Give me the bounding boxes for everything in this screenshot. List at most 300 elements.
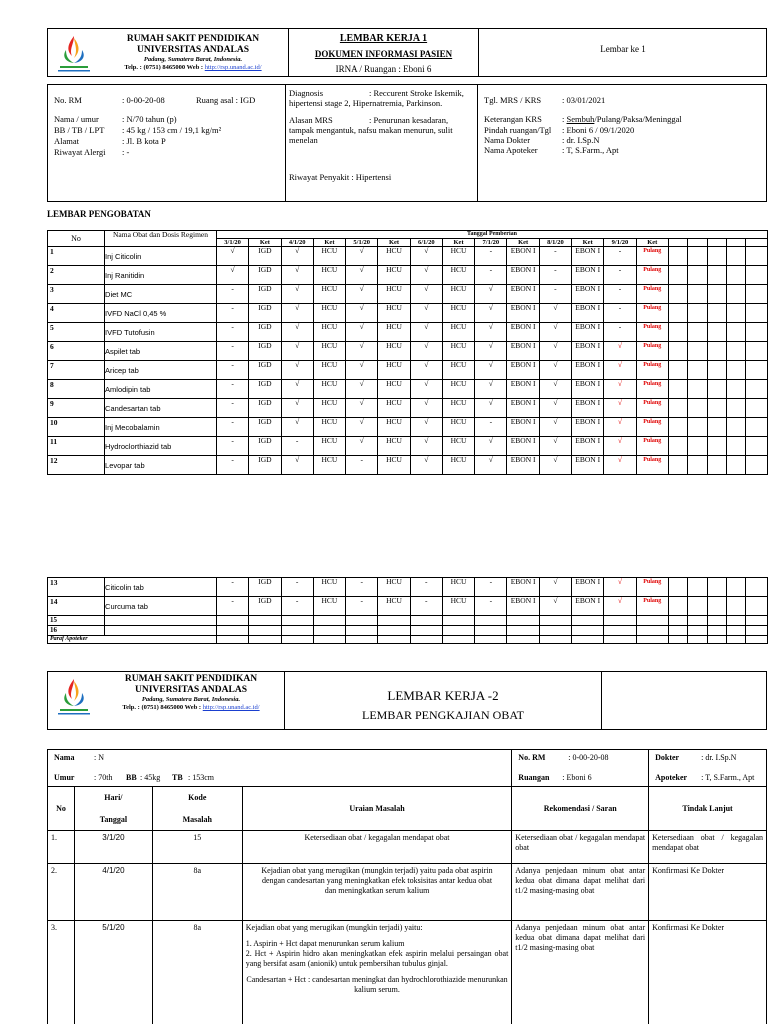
check-cell: √ <box>539 418 571 437</box>
bb-label: BB / TB / LPT <box>54 125 105 135</box>
pindah-value: : Eboni 6 / 09/1/2020 <box>562 125 635 135</box>
medication-table-continued <box>47 577 768 644</box>
hospital-name-line2: UNIVERSITAS ANDALAS <box>134 685 247 695</box>
empty-cell <box>707 239 726 247</box>
empty-cell <box>572 626 604 636</box>
row-tanggal: 5/1/20 <box>74 921 152 1024</box>
table-row <box>48 247 768 266</box>
pengkajian-table <box>47 749 767 1024</box>
empty-cell <box>746 239 768 247</box>
check-cell: √ <box>281 361 313 380</box>
check-cell: √ <box>216 266 248 285</box>
table-row <box>48 380 768 399</box>
sheet1-title: LEMBAR KERJA 1 <box>339 33 428 44</box>
ket-cell: HCU <box>378 418 410 437</box>
row-tindak: Konfirmasi Ke Dokter <box>649 921 767 1024</box>
check-cell: - <box>539 266 571 285</box>
ket-cell: EBON I <box>507 266 539 285</box>
sheet2-umur-value: : 70th <box>94 773 113 782</box>
empty-cell <box>668 597 687 616</box>
check-cell: √ <box>281 266 313 285</box>
paraf-row <box>48 636 768 644</box>
empty-cell <box>746 456 768 475</box>
sheet2-title-block <box>285 688 601 723</box>
empty-cell <box>378 636 410 644</box>
ket-cell: Pulang <box>636 437 668 456</box>
ket-cell: HCU <box>313 437 345 456</box>
sheet2-umur-label: Umur <box>54 773 75 782</box>
ket-cell: EBON I <box>572 266 604 285</box>
check-cell: √ <box>539 380 571 399</box>
ket-cell: HCU <box>442 285 474 304</box>
empty-cell <box>688 323 707 342</box>
ket-cell: HCU <box>378 380 410 399</box>
hospital-name-line2: UNIVERSITAS ANDALAS <box>136 45 249 55</box>
ket-cell: Pulang <box>636 380 668 399</box>
empty-cell <box>604 636 636 644</box>
no-rm-value: : 0-00-20-08 <box>122 95 165 105</box>
ket-cell: IGD <box>249 285 281 304</box>
empty-cell <box>668 380 687 399</box>
alasan-value: : Penurunan kesadaran, tampak mengantuk, nafsu makan menurun, sulit menelan <box>289 115 453 145</box>
riwayat-penyakit: Riwayat Penyakit : Hipertensi <box>289 172 392 182</box>
ket-cell: EBON I <box>572 304 604 323</box>
alamat-label: Alamat <box>54 136 80 146</box>
dokter-value: : dr. I.Sp.N <box>562 135 600 145</box>
empty-cell <box>378 616 410 626</box>
col-uraian: Uraian Masalah <box>242 787 512 831</box>
row-no: 1. <box>48 831 75 864</box>
check-cell: - <box>604 304 636 323</box>
empty-cell <box>707 578 726 597</box>
row-no: 11 <box>48 437 105 456</box>
ket-cell: Pulang <box>636 456 668 475</box>
ket-cell: Pulang <box>636 597 668 616</box>
page-label: Lembar ke 1 <box>600 44 646 54</box>
empty-cell <box>726 418 745 437</box>
medication-table <box>47 230 768 475</box>
empty-cell <box>688 597 707 616</box>
ket-cell: EBON I <box>507 597 539 616</box>
ket-cell: IGD <box>249 597 281 616</box>
empty-cell <box>746 266 768 285</box>
check-cell: √ <box>539 323 571 342</box>
sheet2-tb-value: : 153cm <box>188 773 214 782</box>
patient-strip-right <box>649 750 767 787</box>
empty-cell <box>475 616 507 626</box>
empty-cell <box>726 380 745 399</box>
date-header: 6/1/20 <box>410 239 442 247</box>
ket-cell: IGD <box>249 266 281 285</box>
empty-cell <box>668 418 687 437</box>
empty-cell <box>746 597 768 616</box>
check-cell: √ <box>410 266 442 285</box>
check-cell: √ <box>410 456 442 475</box>
empty-cell <box>475 626 507 636</box>
alasan-label: Alasan MRS <box>289 115 333 125</box>
empty-cell <box>707 266 726 285</box>
check-cell: - <box>475 247 507 266</box>
row-obat: IVFD Tutofusin <box>105 323 217 342</box>
empty-cell <box>726 456 745 475</box>
date-header: Ket <box>507 239 539 247</box>
ket-cell: Pulang <box>636 247 668 266</box>
check-cell: - <box>216 323 248 342</box>
empty-cell <box>746 578 768 597</box>
empty-cell <box>707 285 726 304</box>
hospital-phone: Telp. : (0751) 8465000 Web : <box>124 64 205 71</box>
check-cell: - <box>346 578 378 597</box>
ket-cell: HCU <box>442 342 474 361</box>
row-no: 12 <box>48 456 105 475</box>
check-cell: - <box>410 597 442 616</box>
check-cell: - <box>216 597 248 616</box>
row-rekomendasi: Adanya penjedaan minum obat antar kedua obat dimana dapat melihat dari t1/2 masing-masing obat <box>512 864 649 921</box>
check-cell: - <box>475 418 507 437</box>
ket-cell: EBON I <box>507 304 539 323</box>
sheet2-nama-label: Nama <box>54 753 75 762</box>
ket-cell: IGD <box>249 399 281 418</box>
empty-cell <box>688 247 707 266</box>
table-row <box>48 921 767 1024</box>
table-row <box>48 437 768 456</box>
check-cell: √ <box>346 342 378 361</box>
ket-cell: IGD <box>249 323 281 342</box>
empty-cell <box>249 636 281 644</box>
empty-cell <box>707 361 726 380</box>
check-cell: √ <box>475 304 507 323</box>
empty-cell <box>410 626 442 636</box>
ket-cell: HCU <box>442 418 474 437</box>
empty-cell <box>688 380 707 399</box>
check-cell: √ <box>539 399 571 418</box>
ket-cell: HCU <box>313 597 345 616</box>
pengobatan-title: LEMBAR PENGOBATAN <box>47 209 151 219</box>
ket-cell: EBON I <box>572 323 604 342</box>
ket-krs-selected: Sembuh <box>566 114 595 124</box>
ket-cell: EBON I <box>572 437 604 456</box>
date-header: Ket <box>378 239 410 247</box>
check-cell: √ <box>604 578 636 597</box>
date-header: 3/1/20 <box>216 239 248 247</box>
row-no: 3. <box>48 921 75 1024</box>
check-cell: √ <box>539 304 571 323</box>
ket-cell: HCU <box>378 304 410 323</box>
table-row <box>48 342 768 361</box>
row-no: 5 <box>48 323 105 342</box>
table-row <box>48 418 768 437</box>
table-row <box>48 626 768 636</box>
check-cell: √ <box>281 304 313 323</box>
table-row <box>48 597 768 616</box>
hospital-address: Padang, Sumatera Barat, Indonesia. <box>141 696 241 703</box>
sheet2-norm-value: : 0-00-20-08 <box>568 753 609 762</box>
col-tanggal-pemberian: Tanggal Pemberian <box>216 231 767 239</box>
paraf-apoteker: Paraf Apoteker <box>48 636 217 644</box>
empty-cell <box>746 437 768 456</box>
empty-cell <box>668 437 687 456</box>
col-no: No <box>48 787 75 831</box>
check-cell: √ <box>410 323 442 342</box>
check-cell: - <box>216 361 248 380</box>
row-tanggal: 4/1/20 <box>74 864 152 921</box>
row-obat: Aricep tab <box>105 361 217 380</box>
ket-cell: EBON I <box>507 418 539 437</box>
empty-cell <box>688 616 707 626</box>
empty-cell <box>707 380 726 399</box>
ket-cell: HCU <box>442 597 474 616</box>
hospital-logo-2 <box>52 675 96 719</box>
ket-cell: Pulang <box>636 342 668 361</box>
table-row <box>48 578 768 597</box>
ket-cell: HCU <box>442 437 474 456</box>
ket-cell: EBON I <box>507 437 539 456</box>
empty-cell <box>668 247 687 266</box>
empty-cell <box>707 304 726 323</box>
hospital-web-link[interactable]: http://rsp.unand.ac.id/ <box>202 704 260 711</box>
ket-cell: Pulang <box>636 361 668 380</box>
empty-cell <box>346 626 378 636</box>
empty-cell <box>281 626 313 636</box>
uraian-point-2: 2. Hct + Aspirin hidro akan meningkatkan efek aspirin melalui persaingan obat yang bersifat asam (anionik) untuk pembersihan tubulus ginjal. <box>245 949 509 968</box>
date-header: Ket <box>572 239 604 247</box>
date-header: 4/1/20 <box>281 239 313 247</box>
check-cell: - <box>604 247 636 266</box>
check-cell: - <box>410 578 442 597</box>
row-obat: Curcuma tab <box>105 597 217 616</box>
check-cell: √ <box>410 399 442 418</box>
ket-cell: HCU <box>313 304 345 323</box>
check-cell: √ <box>346 266 378 285</box>
nama-value: : N/70 tahun (p) <box>122 114 177 124</box>
empty-cell <box>410 616 442 626</box>
ket-cell: EBON I <box>572 342 604 361</box>
hospital-contact <box>100 704 282 712</box>
check-cell: √ <box>539 342 571 361</box>
table-row <box>48 285 768 304</box>
check-cell: - <box>216 380 248 399</box>
hospital-web-link[interactable]: http://rsp.unand.ac.id/ <box>204 64 262 71</box>
table-row <box>48 399 768 418</box>
empty-cell <box>539 616 571 626</box>
hospital-name-line1: RUMAH SAKIT PENDIDIKAN <box>126 34 260 44</box>
check-cell: √ <box>346 285 378 304</box>
row-no: 14 <box>48 597 105 616</box>
ket-cell: Pulang <box>636 266 668 285</box>
ket-cell: HCU <box>378 323 410 342</box>
check-cell: √ <box>410 304 442 323</box>
uraian-point-3: Candesartan + Hct : candesartan meningkat dan hydrochlorothiazide menurunkan kalium serum. <box>246 975 508 994</box>
empty-cell <box>442 636 474 644</box>
empty-cell <box>707 437 726 456</box>
empty-cell <box>688 304 707 323</box>
check-cell: - <box>281 578 313 597</box>
empty-cell <box>507 626 539 636</box>
check-cell: √ <box>281 323 313 342</box>
ket-cell: HCU <box>442 456 474 475</box>
ket-cell: HCU <box>442 247 474 266</box>
check-cell: √ <box>604 437 636 456</box>
ket-cell: HCU <box>313 323 345 342</box>
ket-cell: HCU <box>378 342 410 361</box>
ket-cell: HCU <box>313 418 345 437</box>
check-cell: - <box>216 437 248 456</box>
empty-cell <box>726 616 745 626</box>
ket-cell: IGD <box>249 418 281 437</box>
empty-cell <box>688 578 707 597</box>
col-hari-tanggal <box>74 787 152 831</box>
ket-cell: HCU <box>378 361 410 380</box>
ket-cell: HCU <box>313 399 345 418</box>
divider <box>477 84 478 202</box>
empty-cell <box>726 361 745 380</box>
ket-cell: HCU <box>378 437 410 456</box>
row-no: 2. <box>48 864 75 921</box>
table-row <box>48 456 768 475</box>
sheet1-title-block <box>289 33 478 75</box>
date-header: 8/1/20 <box>539 239 571 247</box>
empty-cell <box>668 266 687 285</box>
check-cell: - <box>604 323 636 342</box>
hospital-name-line1: RUMAH SAKIT PENDIDIKAN <box>124 674 258 684</box>
check-cell: √ <box>604 361 636 380</box>
table-row <box>48 361 768 380</box>
col-masalah: Masalah <box>182 814 212 824</box>
empty-cell <box>604 616 636 626</box>
check-cell: √ <box>346 361 378 380</box>
sheet2-norm-label: No. RM <box>518 753 546 762</box>
empty-cell <box>249 616 281 626</box>
check-cell: - <box>475 266 507 285</box>
check-cell: √ <box>604 399 636 418</box>
row-tindak: Konfirmasi Ke Dokter <box>649 864 767 921</box>
empty-cell <box>688 285 707 304</box>
row-no: 7 <box>48 361 105 380</box>
ket-cell: EBON I <box>572 285 604 304</box>
apoteker-value: : T, S.Farm., Apt <box>562 145 619 155</box>
empty-cell <box>746 361 768 380</box>
date-header: Ket <box>313 239 345 247</box>
empty-cell <box>707 636 726 644</box>
row-no: 6 <box>48 342 105 361</box>
row-obat: Levopar tab <box>105 456 217 475</box>
empty-cell <box>346 616 378 626</box>
check-cell: √ <box>346 418 378 437</box>
ket-cell: IGD <box>249 342 281 361</box>
row-no: 13 <box>48 578 105 597</box>
empty-cell <box>726 285 745 304</box>
ket-cell: Pulang <box>636 304 668 323</box>
patient-strip-left <box>48 750 512 787</box>
empty-cell <box>572 636 604 644</box>
empty-cell <box>442 626 474 636</box>
empty-cell <box>726 597 745 616</box>
empty-cell <box>726 399 745 418</box>
check-cell: - <box>216 456 248 475</box>
row-rekomendasi: Ketersediaan obat / kegagalan mendapat obat <box>512 831 649 864</box>
empty-cell <box>668 578 687 597</box>
empty-cell <box>688 437 707 456</box>
divider <box>601 671 602 730</box>
ket-cell: HCU <box>378 578 410 597</box>
ket-cell: EBON I <box>507 361 539 380</box>
empty-cell <box>688 456 707 475</box>
empty-cell <box>281 616 313 626</box>
row-no: 4 <box>48 304 105 323</box>
ruang-asal: Ruang asal : IGD <box>196 95 256 105</box>
check-cell: √ <box>346 323 378 342</box>
row-tindak: Ketersediaan obat / kegagalan mendapat obat <box>649 831 767 864</box>
alergi-label: Riwayat Alergi <box>54 147 106 157</box>
check-cell: - <box>539 247 571 266</box>
sheet2-subtitle: LEMBAR PENGKAJIAN OBAT <box>361 708 524 722</box>
check-cell: - <box>346 456 378 475</box>
row-rekomendasi: Adanya penjedaan minum obat antar kedua obat dimana dapat melihat dari t1/2 masing-masing obat <box>512 921 649 1024</box>
empty-cell <box>707 456 726 475</box>
date-header: Ket <box>442 239 474 247</box>
empty-cell <box>475 636 507 644</box>
check-cell: √ <box>281 342 313 361</box>
ket-krs-value: : Sembuh/Pulang/Paksa/Meninggal <box>562 114 682 124</box>
empty-cell <box>668 616 687 626</box>
check-cell: - <box>604 285 636 304</box>
check-cell: √ <box>346 304 378 323</box>
ket-cell: Pulang <box>636 418 668 437</box>
empty-cell <box>746 380 768 399</box>
check-cell: √ <box>475 399 507 418</box>
check-cell: - <box>604 266 636 285</box>
ket-cell: IGD <box>249 578 281 597</box>
check-cell: √ <box>410 342 442 361</box>
empty-cell <box>726 247 745 266</box>
empty-cell <box>746 323 768 342</box>
sheet2-dokter-label: Dokter <box>655 753 680 762</box>
ket-krs-label: Keterangan KRS <box>484 114 542 124</box>
row-obat: Inj Citicolin <box>105 247 217 266</box>
empty-cell <box>668 626 687 636</box>
ket-cell: Pulang <box>636 285 668 304</box>
ket-cell: EBON I <box>507 323 539 342</box>
check-cell: √ <box>539 437 571 456</box>
empty-cell <box>746 285 768 304</box>
empty-cell <box>313 616 345 626</box>
empty-cell <box>707 342 726 361</box>
diagnosis-value: : Reccurent Stroke Iskemik, hipertensi stage 2, Hipernatremia, Parkinson. <box>289 88 464 108</box>
check-cell: √ <box>604 597 636 616</box>
table-row <box>48 323 768 342</box>
check-cell: - <box>216 418 248 437</box>
empty-cell <box>636 616 668 626</box>
tgl-mrs-value: : 03/01/2021 <box>562 95 606 105</box>
diagnosis-label: Diagnosis <box>289 88 323 98</box>
empty-cell <box>442 616 474 626</box>
col-nama-obat: Nama Obat dan Dosis Regimen <box>105 231 217 247</box>
check-cell: √ <box>475 342 507 361</box>
ket-cell: HCU <box>442 578 474 597</box>
empty-cell <box>707 247 726 266</box>
ket-cell: EBON I <box>572 597 604 616</box>
row-uraian: Kejadian obat yang merugikan (mungkin terjadi) yaitu pada obat aspirin dengan candesartan yang meningkatkan efek toksisitas antar kedua obat dan meningkatkan serum kalium <box>242 864 512 921</box>
empty-cell <box>636 636 668 644</box>
check-cell: √ <box>281 418 313 437</box>
row-no: 2 <box>48 266 105 285</box>
empty-cell <box>636 626 668 636</box>
date-header: 7/1/20 <box>475 239 507 247</box>
row-obat: Inj Ranitidin <box>105 266 217 285</box>
check-cell: √ <box>281 380 313 399</box>
ket-krs-options: /Pulang/Paksa/Meninggal <box>594 114 682 124</box>
ket-cell: HCU <box>378 399 410 418</box>
